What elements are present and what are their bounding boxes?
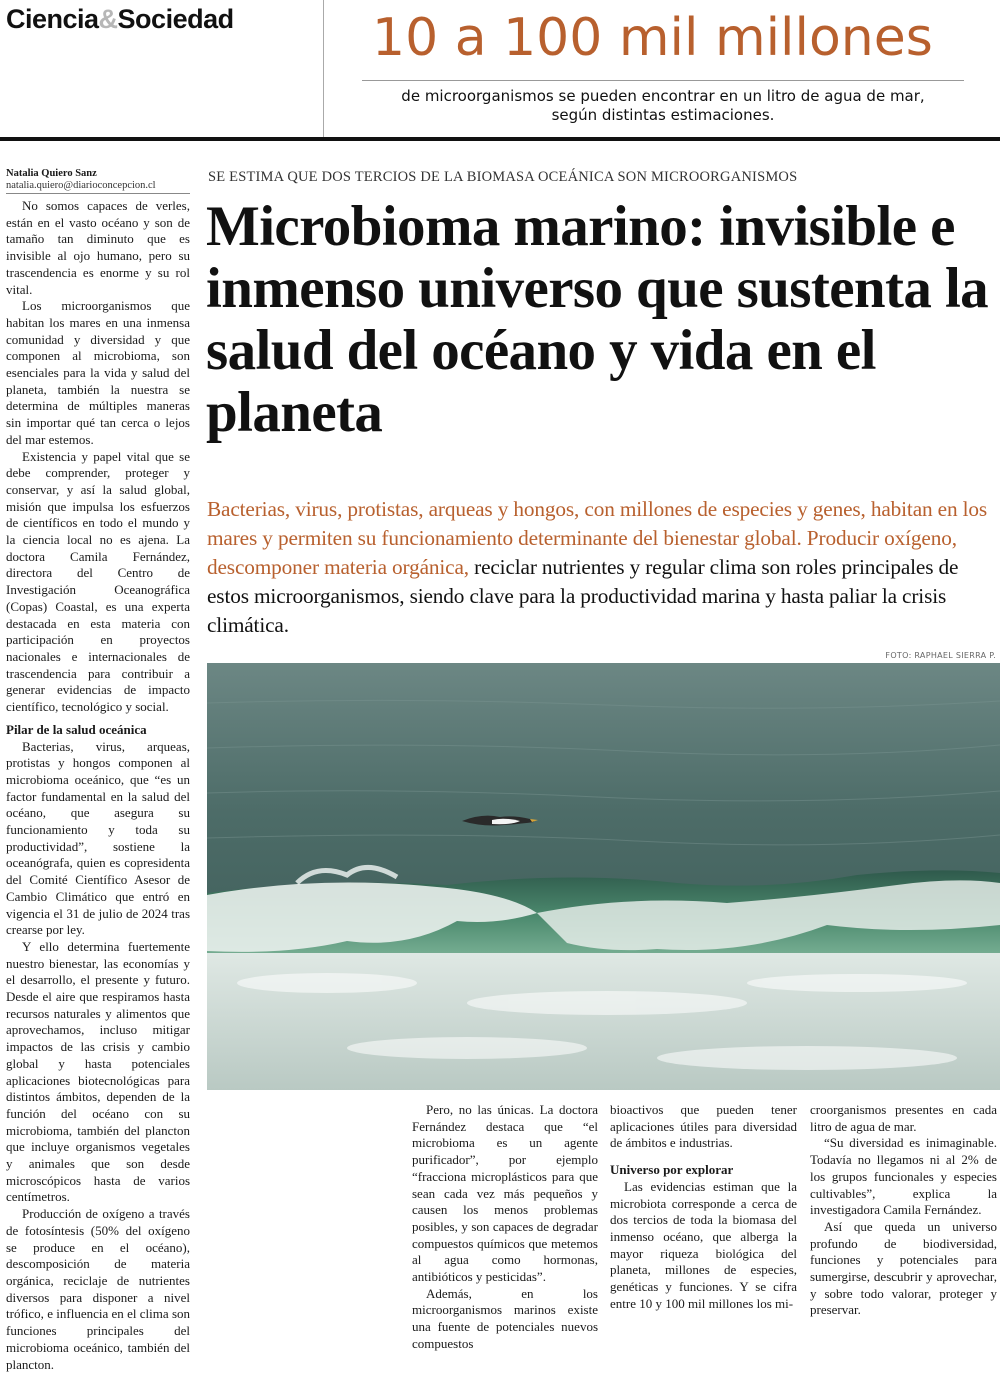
byline-rule bbox=[6, 193, 190, 194]
paragraph: Existencia y papel vital que se debe comprender, proteger y conservar, y así la salud global, misión que impulsa los esfuerzos de científicos en todo el mundo y la ciencia local no es ajena. La doctora Camila Fernández, directora del Centro de Investigación Oceanográfica (Copas) Coastal, es una experta destacada en esta materia con participación en proyectos nacionales e internacionales de trascendencia para contribuir a generar evidencias de impacto científico, tecnológico y social. bbox=[6, 448, 190, 715]
paragraph: Así que queda un universo profundo de biodiversidad, funciones y potenciales para sumergirse, descubrir y aprovechar, y sobre todo valorar, proteger y preservar. bbox=[810, 1218, 997, 1318]
paragraph: croorganismos presentes en cada litro de agua de mar. bbox=[810, 1102, 997, 1134]
headline-rest: invisible e inmenso universo que sustenta la salud del océano y vida en el planeta bbox=[206, 195, 989, 444]
lede-accent: Bacterias, virus, protistas, arqueas y hongos, con millones de especies y genes, habitan en los mares y permiten su funcionamiento determinante del bienestar global. Producir oxígeno, descomponer materia orgánica, bbox=[207, 497, 988, 579]
kicker: SE ESTIMA QUE DOS TERCIOS DE LA BIOMASA OCEÁNICA SON MICROORGANISMOS bbox=[208, 169, 798, 185]
headline bbox=[206, 196, 1000, 444]
paragraph: bioactivos que pueden tener aplicaciones útiles para diversidad de ámbitos e industrias. bbox=[610, 1102, 797, 1151]
stat-description-line: según distintas estimaciones. bbox=[551, 106, 775, 124]
column-b bbox=[610, 1102, 797, 1334]
header-rule bbox=[0, 137, 1000, 141]
ocean-photo bbox=[207, 663, 1000, 1090]
headline-strong: Microbioma marino: bbox=[206, 195, 706, 258]
paragraph: No somos capaces de verles, están en el vasto océano y son de tamaño tan diminuto que es invisible al ojo humano, pero su trascendencia es enorme y su rol vital. bbox=[6, 198, 190, 297]
stat-rule bbox=[362, 80, 964, 81]
paragraph: “Su diversidad es inimaginable. Todavía no llegamos ni al 2% de los grupos funcionales y especies cultivables”, explica la investigadora Camila Fernández. bbox=[810, 1135, 997, 1218]
photo-credit: FOTO: RAPHAEL SIERRA P. bbox=[885, 651, 996, 660]
paragraph: Bacterias, virus, arqueas, protistas y hongos componen al microbioma oceánico, que “es un factor fundamental en la salud del océano, que asegura su funcionamiento y toda su productividad”, sostiene la oceanógrafa, quien es copresidenta del Comité Científico Asesor de Cambio Climático que entró en vigencia el 31 de julio de 2024 tras crearse por ley. bbox=[6, 738, 190, 938]
stat-figure: 10 a 100 mil millones bbox=[372, 8, 933, 68]
section-ampersand: & bbox=[98, 4, 118, 34]
stat-description-line: de microorganismos se pueden encontrar en un litro de agua de mar, bbox=[401, 87, 925, 105]
paragraph: Los microorganismos que habitan los mares en una inmensa comunidad y diversidad y que componen al microbioma, son esenciales para la vida y salud del planeta, también la nuestra se determina de múltiples maneras sin importar qué tan cerca o lejos del mar estemos. bbox=[6, 298, 190, 447]
lede-rest: reciclar nutrientes y regular clima son roles principales de estos microorganismos, siendo clave para la productividad marina y hasta paliar la crisis climática. bbox=[207, 555, 959, 637]
column-c bbox=[810, 1102, 997, 1334]
section-word-ciencia: Ciencia bbox=[6, 4, 99, 34]
paragraph: Las evidencias estiman que la microbiota corresponde a cerca de dos tercios de toda la biomasa del inmenso océano, que alberga la mayor riqueza biológica del planeta, millones de especies, genéticas y funciones. Y se cifra entre 10 y 100 mil millones los mi- bbox=[610, 1178, 797, 1311]
header-divider bbox=[323, 0, 324, 138]
section-label bbox=[6, 4, 234, 35]
section-word-sociedad: Sociedad bbox=[117, 4, 234, 34]
stat-description bbox=[362, 87, 964, 125]
ocean-wave-image bbox=[207, 663, 1000, 1090]
byline bbox=[6, 168, 190, 192]
author-email: natalia.quiero@diarioconcepcion.cl bbox=[6, 180, 156, 191]
column-a bbox=[412, 1102, 598, 1351]
paragraph: Y ello determina fuertemente nuestro bienestar, las economías y el desarrollo, el presente y futuro. Desde el aire que respiramos hasta recursos naturales y alimentos que aprovechamos, incluso mitigar impactos de las crisis y cambio global y hasta potenciales aplicaciones biotecnológicas para distintos ámbitos, dependen de la función del océano con su microbioma, también del plancton que incluye organismos vegetales y animales que son desde microscópicos hasta de varios centímetros. bbox=[6, 938, 190, 1205]
paragraph: Producción de oxígeno a través de fotosíntesis (50% del oxígeno se produce en el océano), descomposición de materia orgánica, reciclaje de nutrientes diversos para disponer a nivel trófico, e influencia en el clima son funciones principales del microbioma oceánico, también del plancton. bbox=[6, 1206, 190, 1372]
paragraph: Pero, no las únicas. La doctora Fernández destaca que “el microbioma es un agente purificador”, por ejemplo “fracciona microplásticos para que sean cada vez más pequeños y causen los menos problemas posibles, y son capaces de degradar compuestos químicos que metemos al agua como hormonas, antibióticos y pesticidas”. bbox=[412, 1102, 598, 1285]
subheading: Pilar de la salud oceánica bbox=[6, 721, 147, 737]
subheading: Universo por explorar bbox=[610, 1162, 734, 1178]
lede bbox=[207, 495, 1000, 640]
author-name: Natalia Quiero Sanz bbox=[6, 168, 97, 179]
paragraph: Además, en los microorganismos marinos existe una fuente de potenciales nuevos compuestos bbox=[412, 1285, 598, 1351]
left-column bbox=[6, 198, 190, 1372]
